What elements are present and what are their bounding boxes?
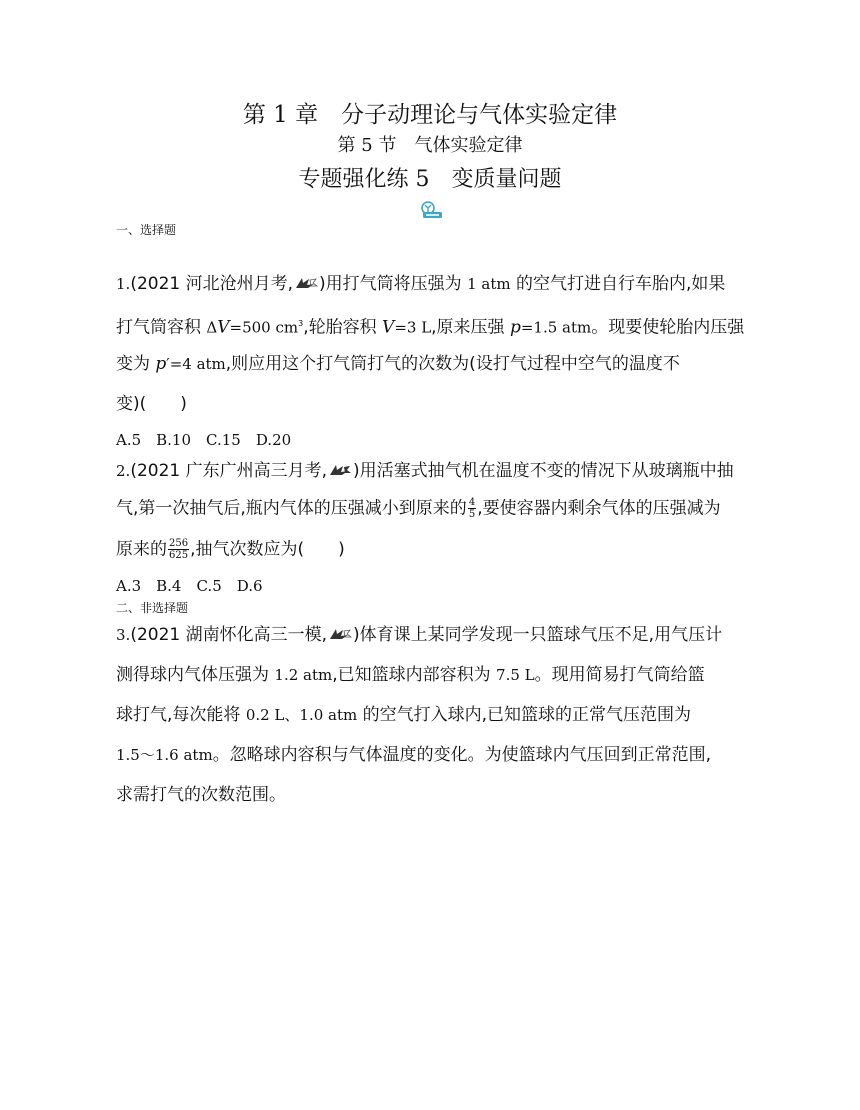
q2-options: A.3 B.4 C.5 D.6: [116, 577, 263, 595]
q1-line-1: 1.(2021 河北沧州月考, )用打气筒将压强为 1 atm 的空气打进自行车胎内,如果: [116, 274, 726, 294]
chapter-title: 第 1 章 分子动理论与气体实验定律: [242, 102, 618, 128]
q2-line-1: 2.(2021 广东广州高三月考, )用活塞式抽气机在温度不变的情况下从玻璃瓶中抽: [116, 461, 734, 481]
q2-line-2: 气,第一次抽气后,瓶内气体的压强减小到原来的 $\frac{4}{5}$ ,要使容器内剩余气体的压强减为: [116, 497, 721, 520]
q2-line-3: 原来的 $\frac{256}{625}$ ,抽气次数应为( ): [116, 538, 345, 561]
section-choice: 一、选择题: [116, 223, 177, 237]
section-title: 第 5 节 气体实验定律: [337, 135, 523, 156]
q3-line-3: 球打气,每次能将 0.2 L、1.0 atm 的空气打入球内,已知篮球的正常气压范围为: [116, 705, 692, 725]
q1-options: A.5 B.10 C.15 D.20: [116, 431, 292, 449]
q3-line-4: 1.5～1.6 atm。忽略球内容积与气体温度的变化。为使篮球内气压回到正常范围,: [116, 745, 712, 765]
fraction-256-625: $\frac{256}{625}$: [169, 538, 189, 561]
q3-line-1: 3.(2021 湖南怀化高三一模, )体育课上某同学发现一只篮球气压不足,用气压计: [116, 625, 723, 645]
q1-line-4: 变)( ): [116, 394, 187, 414]
q1-line-2: 打气筒容积 ΔV=500 $cm^3$,轮胎容积 V=3 L,原来压强 p=1.5 atm。现要使轮胎内压强: [116, 317, 745, 338]
q1-line-3: 变为 p′=4 atm,则应用这个打气筒打气的次数为(设打气过程中空气的温度不: [116, 354, 680, 374]
fraction-4-5: $\frac{4}{5}$: [468, 497, 476, 520]
section-nonchoice: 二、非选择题: [116, 601, 189, 615]
difficulty-stars-icon: [294, 276, 318, 290]
logo-icon: [418, 200, 444, 220]
difficulty-stars-icon: [328, 627, 352, 641]
q3-line-2: 测得球内气体压强为 1.2 atm,已知篮球内部容积为 7.5 L。现用简易打气筒给篮: [116, 665, 705, 685]
q3-line-5: 求需打气的次数范围。: [116, 785, 286, 805]
difficulty-stars-icon: [328, 463, 352, 477]
topic-title: 专题强化练 5 变质量问题: [298, 167, 562, 192]
